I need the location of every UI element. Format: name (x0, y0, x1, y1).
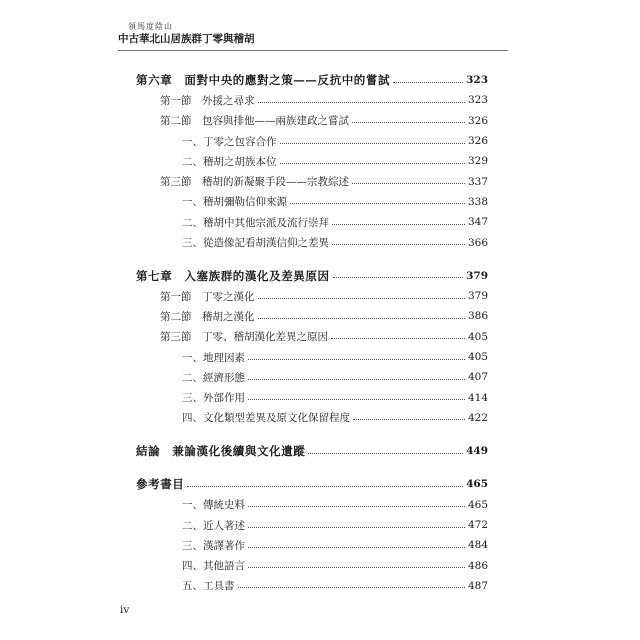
toc-entry-title: 三、外部作用 (182, 392, 245, 405)
toc-subsection-entry (136, 367, 488, 387)
toc-subsection-entry (136, 387, 488, 407)
toc-entry-page: 422 (467, 411, 488, 424)
toc-entry-title: 二、稽胡中其他宗派及流行崇拜 (182, 216, 329, 229)
series-title: 領馬度陰山 (128, 22, 173, 31)
dot-leader (258, 102, 465, 103)
toc-entry-page: 323 (467, 94, 488, 107)
dot-leader (248, 527, 465, 528)
dot-leader (332, 224, 465, 225)
header-rule (118, 50, 508, 51)
toc-section-entry (136, 327, 488, 347)
toc-entry-page: 379 (467, 290, 488, 303)
toc-entry-page: 487 (467, 579, 488, 592)
toc-entry-page: 484 (467, 539, 488, 552)
toc-entry-title: 第一節 丁零之漢化 (160, 290, 255, 303)
toc-entry-title: 第六章 面對中央的應對之策——反抗中的嘗試 (136, 73, 391, 88)
toc-entry-title: 二、近人著述 (182, 519, 245, 532)
toc-entry-page: 347 (467, 216, 488, 229)
book-title: 中古華北山居族群丁零與稽胡 (118, 33, 255, 45)
dot-leader (258, 318, 465, 319)
toc-section-entry (136, 111, 488, 131)
dot-leader (280, 163, 465, 164)
dot-leader (248, 567, 465, 568)
section-gap (136, 253, 488, 266)
table-of-contents (136, 70, 488, 596)
toc-entry-title: 第七章 入塞族群的漢化及差異原因 (136, 268, 330, 283)
toc-chapter-entry (136, 266, 488, 286)
toc-entry-title: 四、其他語言 (182, 560, 245, 573)
toc-entry-page: 472 (467, 519, 488, 532)
dot-leader (308, 453, 463, 454)
dot-leader (331, 338, 465, 339)
toc-entry-title: 參考書目 (136, 477, 185, 492)
toc-chapter-entry (136, 70, 488, 90)
dot-leader (353, 419, 465, 420)
toc-subsection-entry (136, 192, 488, 212)
toc-subsection-entry (136, 232, 488, 252)
toc-entry-page: 449 (466, 445, 488, 458)
dot-leader (352, 122, 465, 123)
toc-entry-page: 337 (467, 175, 488, 188)
toc-entry-title: 第二節 稽胡之漢化 (160, 310, 255, 323)
toc-subsection-entry (136, 535, 488, 555)
dot-leader (393, 82, 463, 83)
toc-entry-page: 465 (467, 498, 488, 511)
toc-entry-page: 366 (467, 236, 488, 249)
toc-entry-page: 338 (467, 195, 488, 208)
toc-subsection-entry (136, 212, 488, 232)
toc-section-entry (136, 306, 488, 326)
toc-entry-title: 第一節 外援之尋求 (160, 94, 255, 107)
toc-entry-title: 一、丁零之包容合作 (182, 135, 277, 148)
dot-leader (332, 244, 465, 245)
dot-leader (238, 587, 465, 588)
dot-leader (333, 277, 463, 278)
toc-entry-title: 二、稽胡之胡族本位 (182, 155, 277, 168)
section-gap (136, 428, 488, 441)
dot-leader (280, 143, 465, 144)
toc-subsection-entry (136, 515, 488, 535)
toc-subsection-entry (136, 495, 488, 515)
section-gap (136, 461, 488, 474)
toc-entry-title: 第三節 丁零、稽胡漢化差異之原因 (160, 331, 328, 344)
dot-leader (248, 359, 465, 360)
dot-leader (258, 298, 465, 299)
toc-entry-title: 一、傳統史料 (182, 499, 245, 512)
toc-subsection-entry (136, 131, 488, 151)
toc-section-entry (136, 90, 488, 110)
running-header (118, 22, 298, 46)
toc-entry-page: 326 (467, 114, 488, 127)
dot-leader (248, 399, 465, 400)
toc-entry-page: 379 (466, 269, 488, 282)
dot-leader (187, 486, 463, 487)
dot-leader (248, 547, 465, 548)
toc-entry-title: 結論 兼論漢化後續與文化遺蹤 (136, 444, 306, 459)
toc-subsection-entry (136, 408, 488, 428)
toc-section-entry (136, 286, 488, 306)
toc-entry-page: 407 (467, 371, 488, 384)
toc-entry-page: 329 (467, 155, 488, 168)
toc-subsection-entry (136, 347, 488, 367)
toc-entry-title: 二、經濟形態 (182, 371, 245, 384)
toc-subsection-entry (136, 576, 488, 596)
toc-entry-page: 486 (467, 559, 488, 572)
toc-subsection-entry (136, 151, 488, 171)
toc-entry-title: 四、文化類型差異及原文化保留程度 (182, 412, 350, 425)
toc-chapter-entry (136, 474, 488, 494)
toc-entry-title: 第三節 稽胡的新凝聚手段——宗教綜述 (160, 176, 349, 189)
toc-section-entry (136, 171, 488, 191)
toc-entry-page: 414 (467, 391, 488, 404)
toc-entry-title: 一、稽胡彌勒信仰來源 (182, 196, 287, 209)
toc-entry-page: 405 (467, 330, 488, 343)
toc-entry-page: 405 (467, 351, 488, 363)
toc-entry-title: 第二節 包容與排他——兩族建政之嘗試 (160, 115, 349, 128)
dot-leader (248, 506, 465, 507)
toc-entry-page: 465 (466, 478, 488, 491)
toc-entry-page: 323 (466, 74, 488, 87)
toc-subsection-entry (136, 556, 488, 576)
dot-leader (248, 379, 465, 380)
toc-chapter-entry (136, 441, 488, 461)
toc-entry-title: 三、漢譯著作 (182, 539, 245, 552)
dot-leader (290, 203, 465, 204)
toc-entry-title: 三、從造像記看胡漢信仰之差異 (182, 237, 329, 250)
toc-entry-title: 五、工具書 (182, 580, 235, 593)
toc-entry-page: 386 (467, 310, 488, 323)
dot-leader (352, 183, 465, 184)
toc-entry-page: 326 (467, 135, 488, 148)
page-number: iv (120, 604, 130, 616)
toc-entry-title: 一、地理因素 (182, 351, 245, 364)
